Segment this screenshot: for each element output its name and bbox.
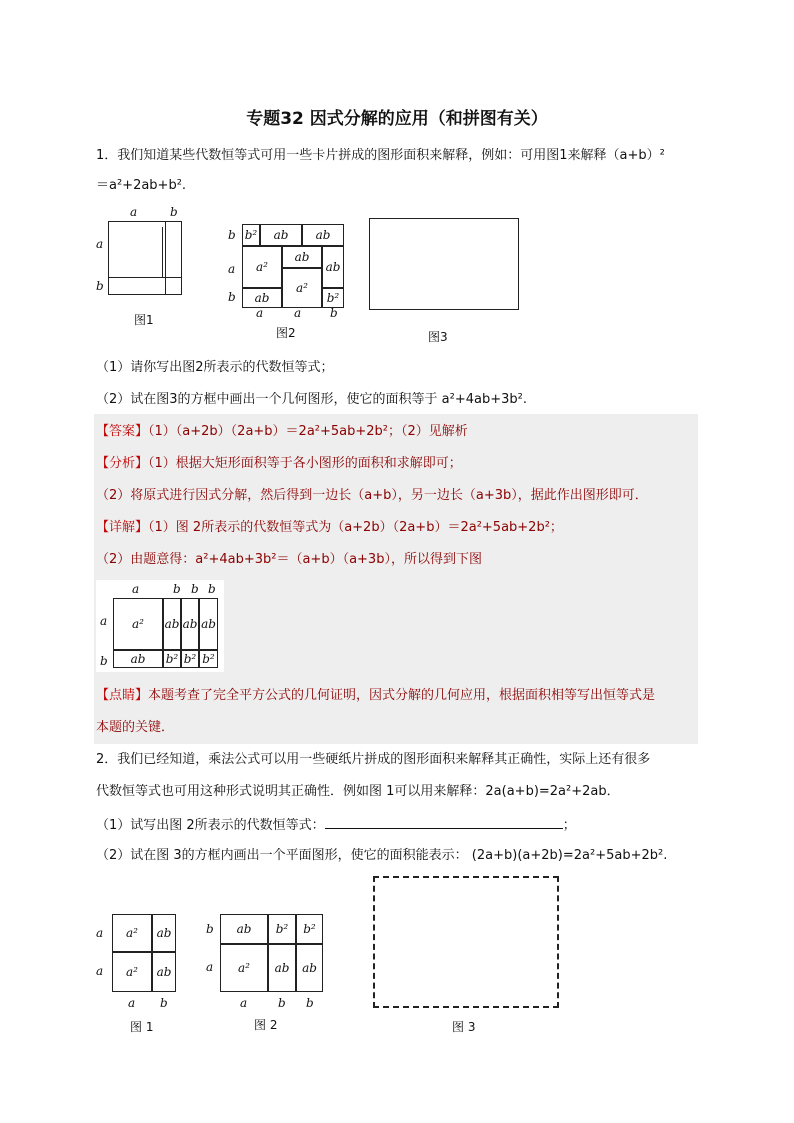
label-a: a bbox=[132, 582, 140, 596]
page-title: 专题32 因式分解的应用（和拼图有关） bbox=[246, 109, 548, 129]
q2-sub1: （1）试写出图 2所表示的代数恒等式： ； bbox=[96, 814, 576, 836]
q2-figure-3-frame bbox=[373, 876, 559, 1008]
figure-caption: 图1 bbox=[134, 313, 154, 327]
label-a: a bbox=[128, 996, 136, 1010]
label-a: a bbox=[240, 996, 248, 1010]
cell-ab: ab bbox=[260, 224, 302, 246]
label-a: a bbox=[96, 926, 104, 940]
cell-ab: ab bbox=[113, 650, 163, 668]
cell-ab: ab bbox=[220, 914, 268, 944]
label-a: a bbox=[130, 205, 138, 219]
cell-ab: ab bbox=[152, 952, 176, 992]
analysis-line1: 【分析】（1）根据大矩形面积等于各小图形的面积和求解即可； bbox=[96, 456, 462, 471]
q2-figure-2 bbox=[204, 910, 330, 1034]
divider bbox=[108, 277, 182, 278]
cell-ab: ab bbox=[282, 246, 322, 268]
label-b: b bbox=[173, 582, 181, 596]
answer-figure bbox=[96, 580, 224, 672]
cell-ab: ab bbox=[302, 224, 344, 246]
divider bbox=[165, 221, 166, 295]
cell-ab: ab bbox=[322, 246, 344, 288]
label-b: b bbox=[330, 306, 338, 320]
answer-line: 【答案】（1）（a+2b）（2a+b）＝2a²+5ab+2b²；（2）见解析 bbox=[96, 424, 468, 439]
square-outline bbox=[108, 221, 182, 295]
cell-a2: a² bbox=[113, 598, 163, 650]
cell-b2: b² bbox=[322, 288, 344, 308]
q1-figure-3-frame bbox=[369, 218, 519, 310]
cell-ab: ab bbox=[242, 288, 282, 308]
label-b: b bbox=[96, 279, 104, 293]
cell-b2: b² bbox=[163, 650, 181, 668]
label-b: b bbox=[228, 228, 236, 242]
figure-caption: 图 2 bbox=[254, 1018, 278, 1032]
cell-ab: ab bbox=[181, 598, 199, 650]
cell-a2: a² bbox=[242, 246, 282, 288]
cell-a2: a² bbox=[282, 268, 322, 308]
label-b: b bbox=[100, 654, 108, 668]
q1-sub1: （1）请你写出图2所表示的代数恒等式； bbox=[96, 360, 334, 375]
label-b: b bbox=[278, 996, 286, 1010]
cell-ab: ab bbox=[163, 598, 181, 650]
label-b: b bbox=[191, 582, 199, 596]
q2-stem-line2: 代数恒等式也可用这种形式说明其正确性．例如图 1可以用来解释：2a(a+b)=2a²+2ab． bbox=[96, 784, 620, 799]
label-a: a bbox=[96, 964, 104, 978]
label-a: a bbox=[228, 262, 236, 276]
cell-a2: a² bbox=[112, 952, 152, 992]
q2-stem-line1: 2．我们已经知道，乘法公式可以用一些硬纸片拼成的图形面积来解释其正确性，实际上还有很多 bbox=[96, 752, 651, 767]
cell-ab: ab bbox=[199, 598, 218, 650]
label-a: a bbox=[100, 614, 108, 628]
label-b: b bbox=[170, 205, 178, 219]
label-b: b bbox=[208, 582, 216, 596]
divider bbox=[162, 227, 163, 277]
label-a: a bbox=[206, 960, 214, 974]
analysis-line2: （2）将原式进行因式分解，然后得到一边长（a+b），另一边长（a+3b），据此作出图形即可． bbox=[96, 488, 648, 503]
cell-b2: b² bbox=[181, 650, 199, 668]
cell-ab: ab bbox=[152, 914, 176, 952]
q2-figure-1 bbox=[92, 910, 192, 1034]
q1-stem-line2: ＝a²+2ab+b². bbox=[96, 178, 187, 193]
q1-figure-1 bbox=[90, 205, 190, 330]
figure-caption: 图 3 bbox=[452, 1020, 476, 1034]
label-b: b bbox=[228, 290, 236, 304]
cell-b2: b² bbox=[242, 224, 260, 246]
cell-ab: ab bbox=[296, 944, 323, 992]
detail-line2: （2）由题意得：a²+4ab+3b²＝（a+b）（a+3b），所以得到下图 bbox=[96, 552, 482, 567]
q2-sub2: （2）试在图 3的方框内画出一个平面图形，使它的面积能表示： (2a+b)(a+2b)=2a²+5ab+2b². bbox=[96, 848, 668, 863]
answer-blank[interactable] bbox=[325, 814, 563, 829]
label-b: b bbox=[206, 922, 214, 936]
cell-a2: a² bbox=[220, 944, 268, 992]
comment-line1: 【点睛】本题考查了完全平方公式的几何证明，因式分解的几何应用，根据面积相等写出恒等式是 bbox=[96, 688, 656, 703]
label-a: a bbox=[96, 237, 104, 251]
figure-caption: 图2 bbox=[276, 326, 296, 340]
q1-sub2: （2）试在图3的方框中画出一个几何图形，使它的面积等于 a²+4ab+3b². bbox=[96, 392, 527, 407]
label-b: b bbox=[160, 996, 168, 1010]
q1-stem-line1: 1．我们知道某些代数恒等式可用一些卡片拼成的图形面积来解释，例如：可用图1来解释（a+b）² bbox=[96, 148, 665, 163]
detail-line1: 【详解】（1）图 2所表示的代数恒等式为（a+2b）（2a+b）＝2a²+5ab+2b²； bbox=[96, 520, 563, 535]
cell-b2: b² bbox=[199, 650, 218, 668]
q1-figure-2 bbox=[226, 222, 350, 340]
label-b: b bbox=[306, 996, 314, 1010]
cell-ab: ab bbox=[268, 944, 296, 992]
cell-b2: b² bbox=[268, 914, 296, 944]
cell-b2: b² bbox=[296, 914, 323, 944]
figure-caption: 图 1 bbox=[130, 1020, 154, 1034]
label-a: a bbox=[294, 306, 302, 320]
cell-a2: a² bbox=[112, 914, 152, 952]
figure-caption: 图3 bbox=[428, 330, 448, 344]
label-a: a bbox=[256, 306, 264, 320]
comment-line2: 本题的关键． bbox=[96, 720, 175, 735]
